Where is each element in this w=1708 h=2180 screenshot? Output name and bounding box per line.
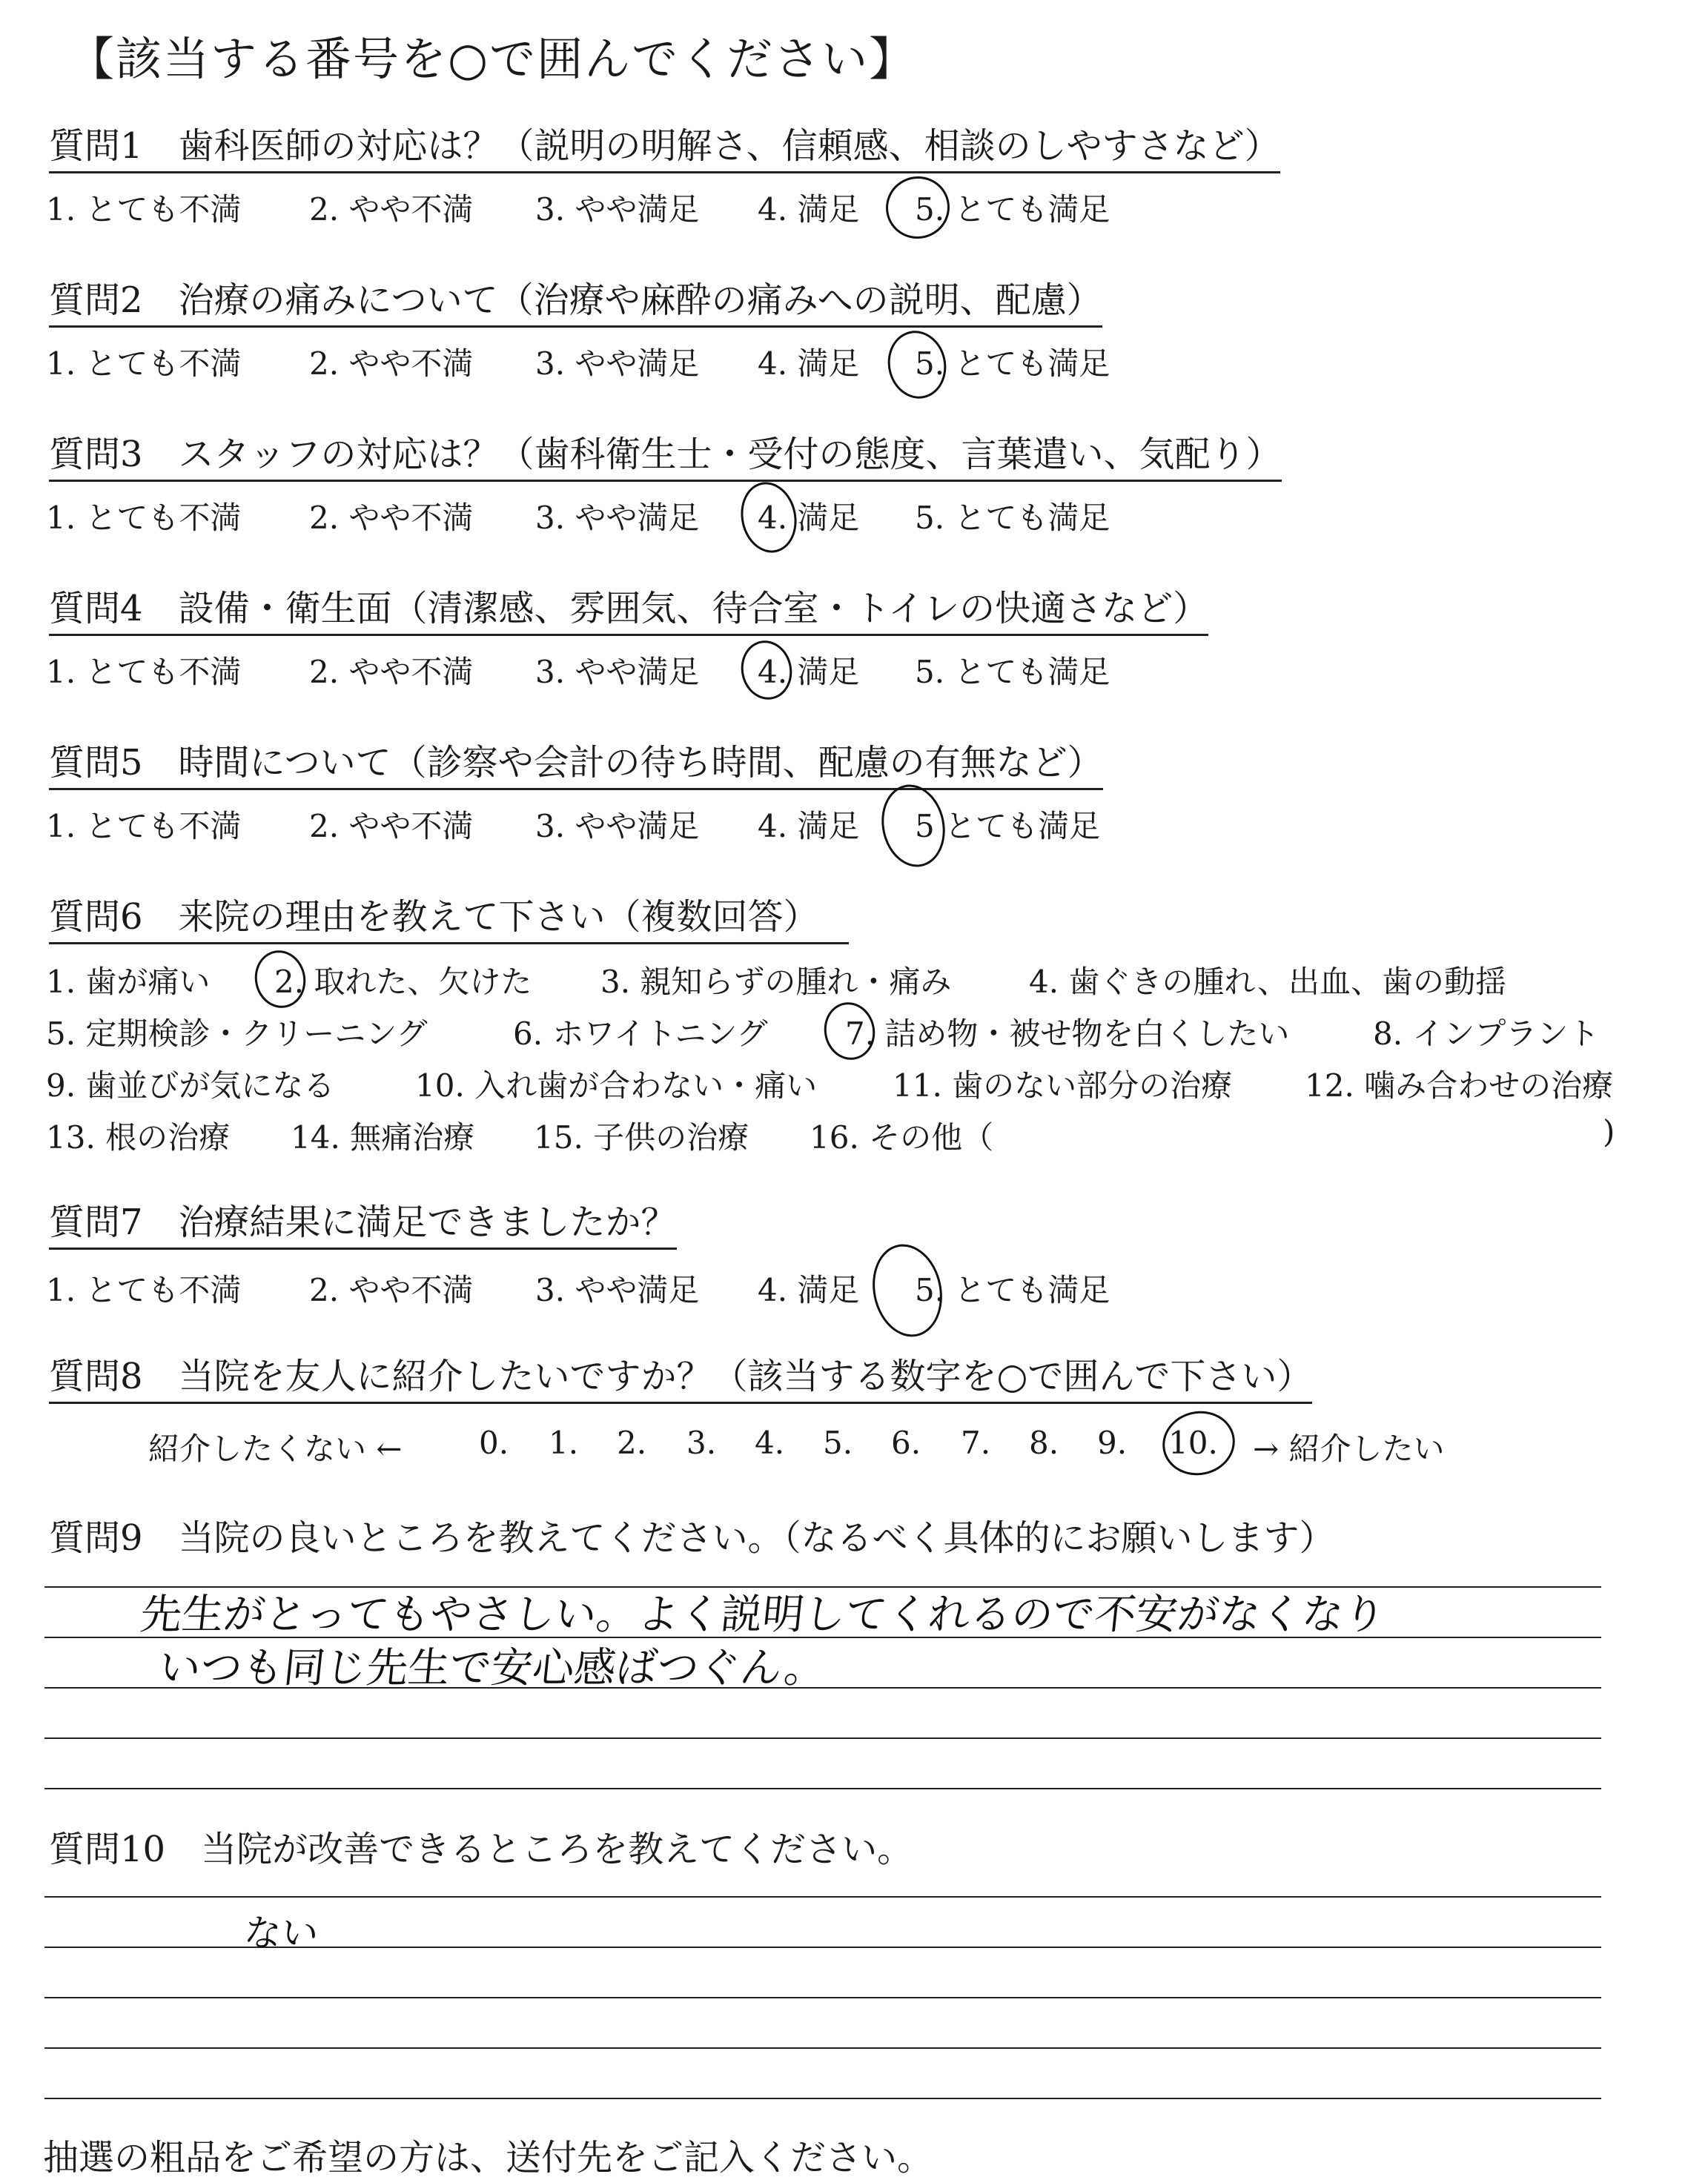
question-7-title: 質問7 治療結果に満足できましたか？ (49, 1202, 677, 1250)
q1-option-4[interactable]: 4. 満足 (758, 191, 860, 228)
q9-answer-line-4 (44, 1737, 1601, 1739)
question-9-title: 質問9 当院の良いところを教えてください。（なるべく具体的にお願いします） (49, 1517, 1335, 1559)
q7-option-3[interactable]: 3. やや満足 (535, 1272, 700, 1308)
q5-option-2[interactable]: 2. やや不満 (309, 808, 474, 844)
q2-option-4[interactable]: 4. 満足 (758, 345, 860, 382)
q10-answer-line-3 (44, 1997, 1601, 1998)
q4-option-2[interactable]: 2. やや不満 (309, 654, 474, 690)
question-5-title: 質問5 時間について（診察や会計の待ち時間、配慮の有無など） (49, 743, 1103, 790)
q6-option-9[interactable]: 9. 歯並びが気になる (46, 1067, 335, 1104)
q3-option-4[interactable]: 4. 満足 (758, 500, 860, 536)
q5-option-5[interactable]: 5 とても満足 (915, 808, 1101, 844)
q7-selection-circle (864, 1238, 950, 1343)
q6-option-11[interactable]: 11. 歯のない部分の治療 (893, 1067, 1233, 1104)
q6-option-5[interactable]: 5. 定期検診・クリーニング (46, 1016, 428, 1052)
q8-score-1[interactable]: 1. (549, 1425, 579, 1461)
q3-option-5[interactable]: 5. とても満足 (915, 500, 1110, 536)
q6-option-8[interactable]: 8. インプラント (1373, 1016, 1600, 1052)
q6-option-2[interactable]: 2. 取れた、欠けた (274, 964, 532, 1000)
q8-score-10[interactable]: 10. (1168, 1425, 1218, 1461)
q6-option-14[interactable]: 14. 無痛治療 (291, 1119, 475, 1156)
q6-option-3[interactable]: 3. 親知らずの腫れ・痛み (600, 964, 952, 1000)
q10-answer-line-1 (44, 1896, 1601, 1898)
q8-score-5[interactable]: 5. (823, 1425, 853, 1461)
q7-option-2[interactable]: 2. やや不満 (309, 1272, 474, 1308)
q2-option-3[interactable]: 3. やや満足 (535, 345, 700, 382)
q6-option-16-close-paren: ) (1603, 1113, 1615, 1150)
q6-selection-circle-2 (250, 946, 311, 1013)
q9-handwritten-answer-2: いつも同じ先生で安心感ばつぐん。 (156, 1644, 829, 1692)
q8-score-3[interactable]: 3. (686, 1425, 717, 1461)
q8-selection-circle (1156, 1405, 1241, 1482)
q3-option-1[interactable]: 1. とても不満 (46, 500, 242, 536)
q8-score-6[interactable]: 6. (891, 1425, 921, 1461)
q1-option-5[interactable]: 5. とても満足 (915, 191, 1110, 228)
q9-answer-line-5 (44, 1788, 1601, 1789)
question-3-title: 質問3 スタッフの対応は？（歯科衛生士・受付の態度、言葉遣い、気配り） (49, 434, 1282, 482)
q8-score-0[interactable]: 0. (479, 1425, 509, 1461)
q8-score-8[interactable]: 8. (1029, 1425, 1059, 1461)
question-10-title: 質問10 当院が改善できるところを教えてください。 (49, 1829, 913, 1870)
q7-option-1[interactable]: 1. とても不満 (46, 1272, 242, 1308)
q10-handwritten-answer: ない (242, 1912, 321, 1955)
q6-option-15[interactable]: 15. 子供の治療 (534, 1119, 749, 1156)
q4-selection-circle (735, 636, 797, 704)
q4-option-5[interactable]: 5. とても満足 (915, 654, 1110, 690)
q1-option-3[interactable]: 3. やや満足 (535, 191, 700, 228)
q5-option-1[interactable]: 1. とても不満 (46, 808, 242, 844)
q8-score-4[interactable]: 4. (755, 1425, 785, 1461)
q8-score-2[interactable]: 2. (617, 1425, 647, 1461)
q6-option-1[interactable]: 1. 歯が痛い (46, 964, 211, 1000)
q1-selection-circle (880, 170, 956, 245)
q6-option-16[interactable]: 16. その他（ (810, 1119, 994, 1156)
q8-left-label: 紹介したくない ← (148, 1431, 403, 1467)
q2-option-5[interactable]: 5. とても満足 (915, 345, 1110, 382)
q9-handwritten-answer-1: 先生がとってもやさしい。よく説明してくれるので不安がなくなり (138, 1591, 1388, 1639)
q6-option-12[interactable]: 12. 噛み合わせの治療 (1305, 1067, 1614, 1104)
q8-score-7[interactable]: 7. (961, 1425, 991, 1461)
q7-option-4[interactable]: 4. 満足 (758, 1272, 860, 1308)
q6-option-10[interactable]: 10. 入れ歯が合わない・痛い (415, 1067, 818, 1104)
q4-option-3[interactable]: 3. やや満足 (535, 654, 700, 690)
q2-option-2[interactable]: 2. やや不満 (309, 345, 474, 382)
q10-answer-line-4 (44, 2047, 1601, 2049)
question-2-title: 質問2 治療の痛みについて（治療や麻酔の痛みへの説明、配慮） (49, 280, 1102, 328)
question-4-title: 質問4 設備・衛生面（清潔感、雰囲気、待合室・トイレの快適さなど） (49, 589, 1208, 636)
q7-option-5[interactable]: 5. とても満足 (915, 1272, 1110, 1308)
q3-selection-circle (735, 477, 803, 557)
q6-option-4[interactable]: 4. 歯ぐきの腫れ、出血、歯の動揺 (1029, 964, 1506, 1000)
question-6-title: 質問6 来院の理由を教えて下さい（複数回答） (49, 897, 849, 944)
q1-option-2[interactable]: 2. やや不満 (309, 191, 474, 228)
question-1-title: 質問1 歯科医師の対応は？（説明の明解さ、信頼感、相談のしやすさなど） (49, 126, 1280, 173)
question-8-title: 質問8 当院を友人に紹介したいですか？（該当する数字を○で囲んで下さい） (49, 1356, 1312, 1404)
q1-option-1[interactable]: 1. とても不満 (46, 191, 242, 228)
q5-option-3[interactable]: 3. やや満足 (535, 808, 700, 844)
q4-option-1[interactable]: 1. とても不満 (46, 654, 242, 690)
q10-answer-line-5 (44, 2098, 1601, 2099)
q8-right-label: → 紹介したい (1253, 1431, 1445, 1467)
q5-selection-circle (874, 778, 952, 872)
q4-option-4[interactable]: 4. 満足 (758, 654, 860, 690)
q8-score-9[interactable]: 9. (1097, 1425, 1128, 1461)
q2-selection-circle (881, 325, 952, 404)
q6-option-7[interactable]: 7. 詰め物・被せ物を白くしたい (845, 1016, 1290, 1052)
q6-option-6[interactable]: 6. ホワイトニング (513, 1016, 768, 1052)
footer-note: 抽選の粗品をご希望の方は、送付先をご記入ください。 (43, 2137, 933, 2179)
q5-option-4[interactable]: 4. 満足 (758, 808, 860, 844)
q3-option-3[interactable]: 3. やや満足 (535, 500, 700, 536)
page-header: 【該当する番号を○で囲んでください】 (68, 32, 917, 86)
q6-option-13[interactable]: 13. 根の治療 (46, 1119, 231, 1156)
q2-option-1[interactable]: 1. とても不満 (46, 345, 242, 382)
q3-option-2[interactable]: 2. やや不満 (309, 500, 474, 536)
q6-selection-circle-7 (819, 998, 881, 1064)
